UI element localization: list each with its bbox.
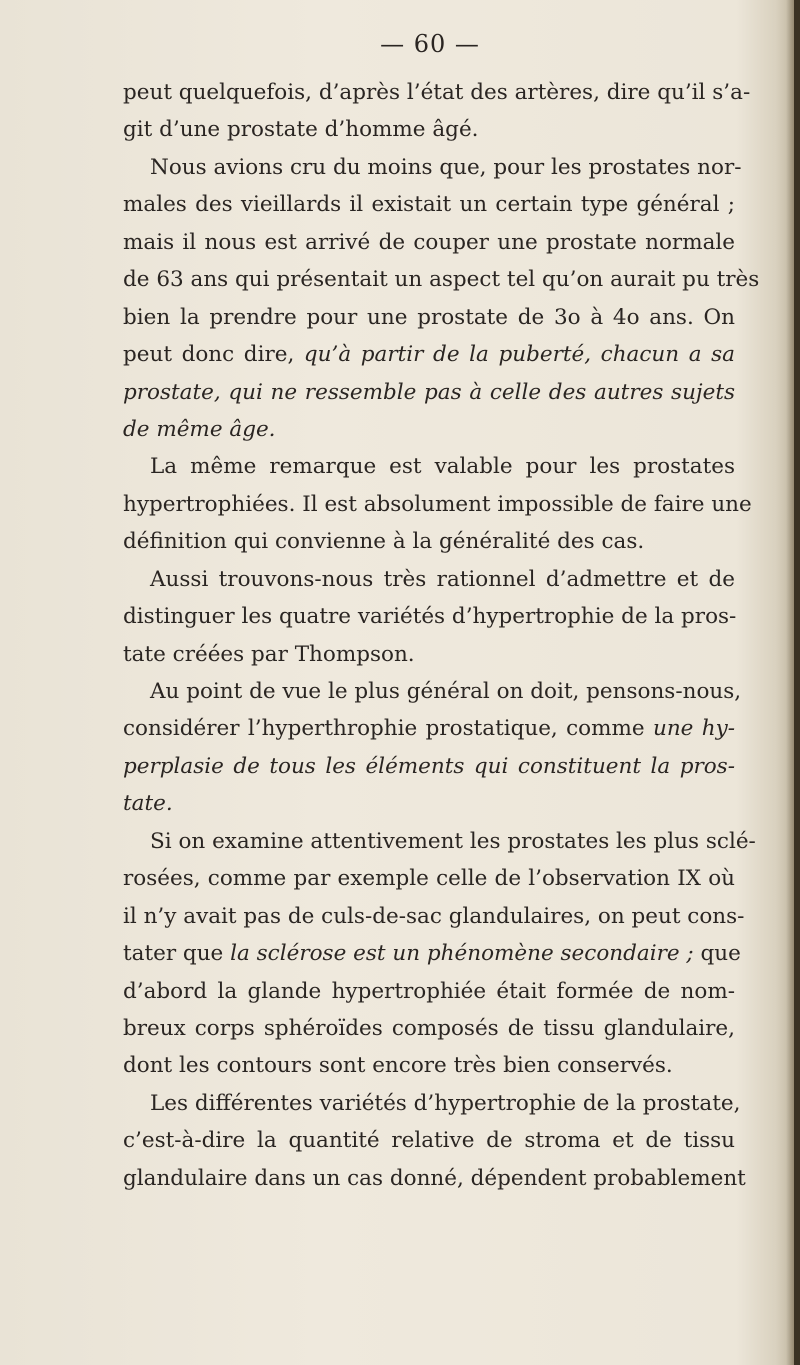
text-run: définition qui convienne à la généralité des cas. bbox=[123, 529, 645, 555]
text-line bbox=[123, 673, 742, 710]
text-line bbox=[123, 448, 735, 485]
text-line bbox=[123, 973, 735, 1010]
text-run: d’abord la glande hypertrophiée était formée de nom- bbox=[123, 978, 735, 1004]
text-line bbox=[123, 898, 745, 935]
text-run: glandulaire dans un cas donné, dépendent probablement bbox=[123, 1165, 746, 1191]
text-run: Nous avions cru du moins que, pour les prostates nor- bbox=[150, 154, 742, 180]
text-run: git d’une prostate d’homme âgé. bbox=[123, 117, 479, 143]
text-line bbox=[123, 374, 735, 411]
text-line bbox=[123, 149, 742, 186]
text-line bbox=[123, 111, 735, 148]
text-line bbox=[123, 224, 735, 261]
text-run: c’est-à-dire la quantité relative de stroma et de tissu bbox=[123, 1128, 735, 1154]
text-line bbox=[123, 1047, 735, 1084]
text-run: mais il nous est arrivé de couper une prostate normale bbox=[123, 229, 735, 255]
italic-text: perplasie de tous les éléments qui constituent la pros- bbox=[123, 753, 735, 779]
text-run: Aussi trouvons-nous très rationnel d’admettre et de bbox=[150, 566, 735, 592]
text-run: tate créées par Thompson. bbox=[123, 641, 415, 667]
text-run: La même remarque est valable pour les prostates bbox=[150, 454, 735, 480]
text-line bbox=[123, 748, 735, 785]
text-line bbox=[123, 636, 735, 673]
text-line bbox=[123, 561, 735, 598]
text-line bbox=[123, 710, 735, 747]
text-line bbox=[123, 935, 741, 972]
text-run: dont les contours sont encore très bien conservés. bbox=[123, 1053, 673, 1079]
text-line bbox=[123, 411, 735, 448]
text-run: hypertrophiées. Il est absolument impossible de faire une bbox=[123, 491, 752, 517]
text-line bbox=[123, 1085, 741, 1122]
text-run: peut donc dire, bbox=[123, 342, 304, 368]
text-run: rosées, comme par exemple celle de l’observation IX où bbox=[123, 866, 735, 892]
text-line bbox=[123, 186, 735, 223]
text-run: distinguer les quatre variétés d’hypertrophie de la pros- bbox=[123, 604, 737, 630]
text-run: il n’y avait pas de culs-de-sac glandulaires, on peut cons- bbox=[123, 903, 745, 929]
italic-text: qu’à partir de la puberté, chacun a sa bbox=[303, 342, 736, 368]
italic-text: la sclérose est un phénomène secondaire ; bbox=[230, 941, 694, 967]
page-number: — 60 — bbox=[380, 30, 480, 58]
text-line bbox=[123, 486, 752, 523]
text-run: Au point de vue le plus général on doit, pensons-nous, bbox=[150, 679, 742, 704]
italic-text: de même âge. bbox=[123, 416, 276, 442]
text-line bbox=[123, 74, 751, 111]
text-run: considérer l’hyperthrophie prostatique, comme bbox=[123, 716, 653, 742]
text-run: de 63 ans qui présentait un aspect tel qu’on aurait pu très bbox=[123, 267, 760, 293]
text-run: tater que bbox=[123, 941, 231, 967]
page-edge bbox=[794, 0, 800, 1365]
text-line bbox=[123, 261, 760, 298]
italic-text: une hy- bbox=[652, 716, 736, 742]
italic-text: prostate, qui ne ressemble pas à celle des autres sujets bbox=[123, 379, 735, 405]
text-line bbox=[123, 823, 756, 860]
text-line bbox=[123, 1160, 746, 1197]
italic-text: tate. bbox=[123, 791, 173, 817]
text-line bbox=[123, 860, 735, 897]
text-line bbox=[123, 598, 735, 635]
text-run: breux corps sphéroïdes composés de tissu glandulaire, bbox=[123, 1015, 735, 1041]
text-line bbox=[123, 299, 735, 336]
text-run: peut quelquefois, d’après l’état des artères, dire qu’il s’a- bbox=[123, 80, 751, 105]
text-run: bien la prendre pour une prostate de 3o à 4o ans. On bbox=[123, 304, 735, 330]
text-line bbox=[123, 1122, 735, 1159]
text-run: males des vieillards il existait un certain type général ; bbox=[123, 192, 735, 218]
text-line bbox=[123, 523, 735, 560]
text-run: que bbox=[693, 941, 741, 967]
text-line bbox=[123, 336, 735, 373]
text-run: Les différentes variétés d’hypertrophie de la prostate, bbox=[150, 1090, 741, 1116]
text-line bbox=[123, 1010, 735, 1047]
text-line bbox=[123, 785, 735, 822]
text-run: Si on examine attentivement les prostates les plus sclé- bbox=[150, 828, 756, 854]
body-text bbox=[123, 74, 760, 1197]
